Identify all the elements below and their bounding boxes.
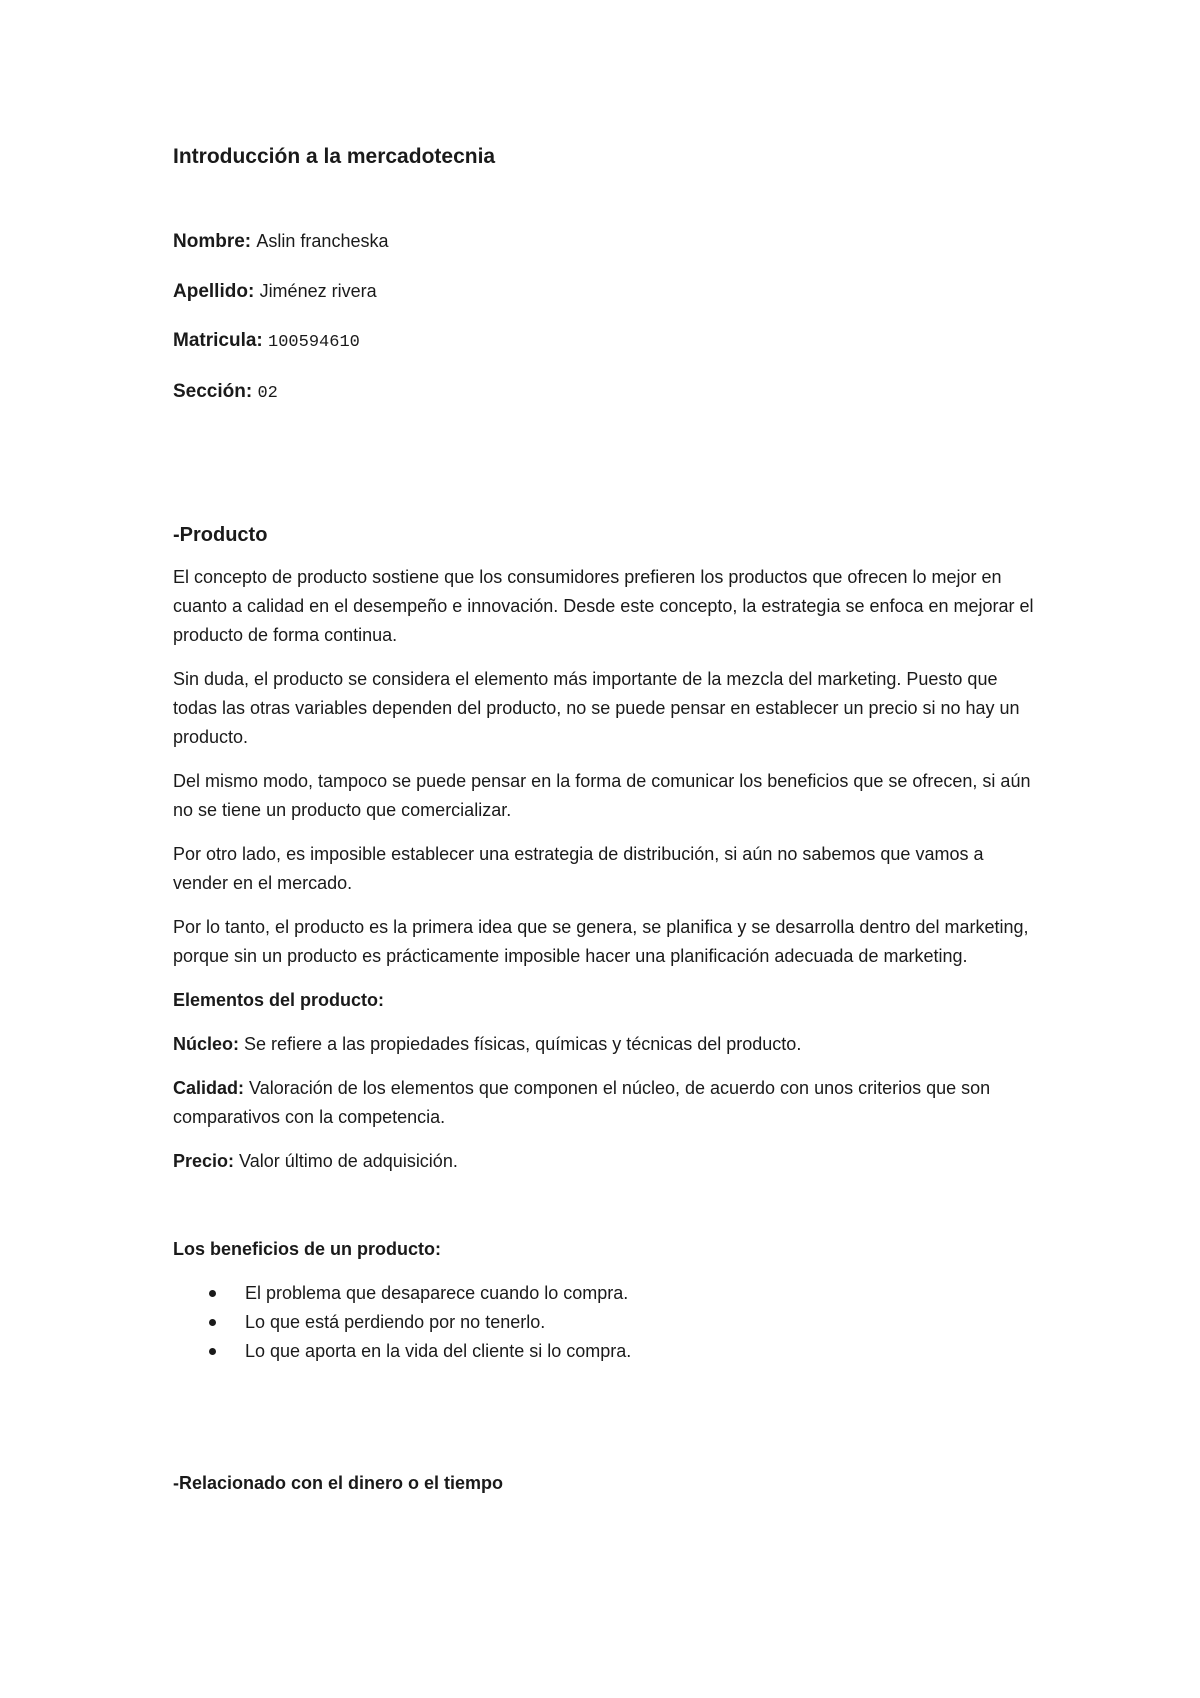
closing-heading: -Relacionado con el dinero o el tiempo bbox=[173, 1473, 504, 1493]
element-definition bbox=[173, 1147, 1040, 1176]
list-item-text: El problema que desaparece cuando lo compra. bbox=[245, 1283, 629, 1303]
benefits-list bbox=[173, 1279, 1040, 1366]
list-item bbox=[173, 1279, 1040, 1308]
element-text: Valoración de los elementos que componen el núcleo, de acuerdo con unos criterios que son comparativos con la competencia. bbox=[173, 1078, 991, 1127]
paragraph: Del mismo modo, tampoco se puede pensar en la forma de comunicar los beneficios que se ofrecen, si aún no se tiene un producto que comercializar. bbox=[173, 771, 1031, 820]
paragraph: Por lo tanto, el producto es la primera idea que se genera, se planifica y se desarrolla dentro del marketing, porque sin un producto es prácticamente imposible hacer una planificación adecuada de marketing. bbox=[173, 917, 1029, 966]
field-apellido bbox=[173, 279, 1040, 304]
field-label: Sección: bbox=[173, 381, 253, 402]
list-item bbox=[173, 1308, 1040, 1337]
section-heading-producto: -Producto bbox=[173, 524, 268, 546]
paragraph: Por otro lado, es imposible establecer una estrategia de distribución, si aún no sabemos que vamos a vender en el mercado. bbox=[173, 844, 984, 893]
field-value: 100594610 bbox=[268, 333, 360, 352]
field-matricula bbox=[173, 329, 1040, 355]
bullet-icon bbox=[209, 1290, 216, 1297]
bullet-icon bbox=[209, 1348, 216, 1355]
benefits-heading: Los beneficios de un producto: bbox=[173, 1239, 442, 1259]
field-value: 02 bbox=[257, 384, 278, 403]
document-title: Introducción a la mercadotecnia bbox=[173, 145, 496, 168]
paragraph: Sin duda, el producto se considera el elemento más importante de la mezcla del marketing. Puesto que todas las otras variables dependen del producto, no se puede pensar en establecer un precio si no hay un producto. bbox=[173, 669, 1020, 747]
field-label: Nombre: bbox=[173, 231, 252, 252]
element-definition bbox=[173, 1074, 1040, 1132]
field-label: Matricula: bbox=[173, 330, 263, 351]
field-seccion bbox=[173, 380, 1040, 406]
field-label: Apellido: bbox=[173, 281, 255, 302]
element-term: Precio: bbox=[173, 1151, 235, 1171]
element-term: Núcleo: bbox=[173, 1034, 240, 1054]
list-item-text: Lo que está perdiendo por no tenerlo. bbox=[245, 1312, 546, 1332]
field-value: Jiménez rivera bbox=[259, 281, 377, 301]
elements-heading: Elementos del producto: bbox=[173, 990, 385, 1010]
element-term: Calidad: bbox=[173, 1078, 245, 1098]
element-text: Valor último de adquisición. bbox=[239, 1151, 458, 1171]
list-item-text: Lo que aporta en la vida del cliente si lo compra. bbox=[245, 1341, 632, 1361]
field-nombre bbox=[173, 229, 1040, 254]
bullet-icon bbox=[209, 1319, 216, 1326]
list-item bbox=[173, 1337, 1040, 1366]
paragraph: El concepto de producto sostiene que los consumidores prefieren los productos que ofrecen lo mejor en cuanto a calidad en el desempeño e innovación. Desde este concepto, la estrategia se enfoca en mejorar el producto de forma continua. bbox=[173, 567, 1034, 645]
element-text: Se refiere a las propiedades físicas, químicas y técnicas del producto. bbox=[244, 1034, 802, 1054]
field-value: Aslin francheska bbox=[256, 231, 389, 251]
element-definition bbox=[173, 1030, 1040, 1059]
